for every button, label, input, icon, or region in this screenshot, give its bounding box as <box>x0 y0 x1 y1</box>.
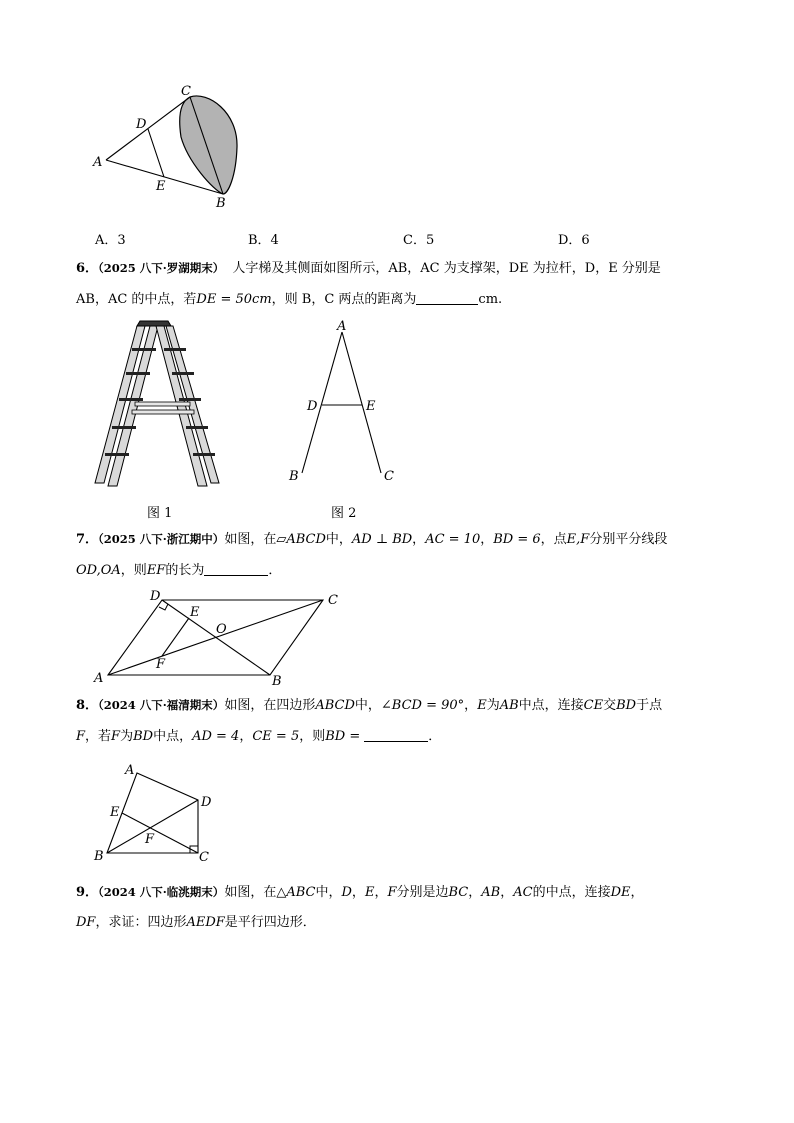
q8-text: 为 <box>486 698 500 713</box>
q8-math: ABCD <box>315 698 355 713</box>
q8-text: 如图，在四边形 <box>224 698 316 713</box>
q7-label-e: E <box>190 605 200 620</box>
q9-text: 中， <box>315 885 342 900</box>
q8-math: CE = 5 <box>252 729 300 744</box>
q9-source: （2024 八下·临洮期末） <box>98 885 225 899</box>
q9-math: BC <box>448 885 469 900</box>
q9-text: ， <box>500 885 514 900</box>
q6-label-e: E <box>366 399 376 414</box>
q5-figure <box>88 82 258 212</box>
q8-math: BD <box>616 698 637 713</box>
q8-label-f: F <box>145 832 155 847</box>
q7-math: ABCD <box>286 532 326 547</box>
q8-label-e: E <box>110 805 120 820</box>
q7-figure <box>90 586 350 688</box>
q8-text: ， <box>239 729 253 744</box>
q5-option-a: A．3 <box>95 233 126 248</box>
q8-math: F <box>76 729 86 744</box>
q8-text: 中点，连接 <box>518 698 584 713</box>
q9-math: AEDF <box>186 915 225 930</box>
q6-unit: cm. <box>478 292 503 307</box>
q7-label-b: B <box>272 674 282 688</box>
q6-label-c: C <box>384 469 394 484</box>
q6-label-a: A <box>337 319 347 334</box>
q7-source: （2025 八下·浙江期中） <box>98 532 225 546</box>
q8-text: ，则 <box>299 729 326 744</box>
q7-text: ． <box>268 563 282 578</box>
q5-label-d: D <box>136 117 147 132</box>
q8-label-a: A <box>125 763 135 778</box>
q7-math: EF <box>146 563 166 578</box>
q8-label-c: C <box>199 850 209 865</box>
q7-label-f: F <box>156 657 166 672</box>
q6-text-2b: ，则 B，C 两点的距离为 <box>271 292 417 307</box>
q8-number: 8． <box>76 698 99 713</box>
q6-fig2-caption: 图 2 <box>331 506 357 521</box>
q5-option-c: C．5 <box>403 233 435 248</box>
q9-math: E <box>364 885 375 900</box>
q7-text: 的长为 <box>165 563 205 578</box>
q9-number: 9． <box>76 885 99 900</box>
q8-math: F <box>111 729 121 744</box>
q9-math: DF <box>76 915 96 930</box>
q9-line-1 <box>76 883 644 902</box>
q9-text: 是平行四边形． <box>224 915 316 930</box>
q5-shaded-ellipse <box>180 96 237 194</box>
q9-math: DE <box>610 885 631 900</box>
q8-math: AB <box>499 698 519 713</box>
q6-line-1 <box>76 259 661 278</box>
q5-label-a: A <box>93 155 103 170</box>
q8-text: ，若 <box>85 729 112 744</box>
q8-text: 于点 <box>636 698 663 713</box>
q9-math: D <box>341 885 352 900</box>
q8-text: ， <box>464 698 478 713</box>
q8-label-d: D <box>201 795 212 810</box>
q7-math: E,F <box>566 532 590 547</box>
q6-number: 6． <box>76 261 99 276</box>
q7-answer-blank[interactable] <box>204 561 268 576</box>
q8-text: 中， <box>354 698 381 713</box>
q7-label-o: O <box>216 622 227 637</box>
q6-label-d: D <box>307 399 318 414</box>
q7-math: OD,OA <box>76 563 121 578</box>
q7-text: ， <box>480 532 494 547</box>
q9-text: ，求证：四边形 <box>95 915 187 930</box>
q8-text: 为 <box>120 729 134 744</box>
q7-math: AC = 10 <box>425 532 481 547</box>
q9-text: 分别是边 <box>396 885 449 900</box>
q7-line-1 <box>76 530 667 549</box>
q8-answer-blank[interactable] <box>364 727 428 742</box>
q5-label-e: E <box>156 179 166 194</box>
q6-text-1: 人字梯及其侧面如图所示，AB，AC 为支撑架，DE 为拉杆，D，E 分别是 <box>232 261 661 276</box>
q6-line-2 <box>76 290 502 309</box>
q9-text: ， <box>468 885 482 900</box>
q7-text: ， <box>412 532 426 547</box>
q7-label-c: C <box>328 593 338 608</box>
q6-answer-blank[interactable] <box>416 290 478 305</box>
q7-math: AD ⊥ BD <box>351 532 413 547</box>
q6-ladder-figure <box>90 318 225 490</box>
q6-label-b: B <box>289 469 299 484</box>
q7-label-a: A <box>94 671 104 686</box>
q9-math: AC <box>513 885 533 900</box>
q8-figure <box>90 760 220 865</box>
q9-text: ， <box>374 885 388 900</box>
q6-fig1-caption: 图 1 <box>147 506 173 521</box>
q5-option-d: D．6 <box>558 233 590 248</box>
q9-math: F <box>387 885 397 900</box>
q7-line-2 <box>76 561 281 580</box>
q7-text: 如图，在▱ <box>224 532 287 547</box>
q7-number: 7． <box>76 532 99 547</box>
q9-math: AB <box>481 885 501 900</box>
q6-aframe-figure <box>285 318 400 490</box>
q9-text: 的中点，连接 <box>532 885 611 900</box>
q8-label-b: B <box>94 849 104 864</box>
q5-label-b: B <box>216 196 226 211</box>
q9-text: 如图，在 <box>224 885 277 900</box>
q7-text: ，则 <box>120 563 147 578</box>
q8-math: AD = 4 <box>192 729 240 744</box>
q8-text: 交 <box>603 698 617 713</box>
q9-math: △ABC <box>276 885 316 900</box>
q9-text: ， <box>351 885 365 900</box>
q8-line-2 <box>76 727 441 746</box>
q8-line-1 <box>76 696 662 715</box>
q6-source: （2025 八下·罗湖期末） <box>98 261 225 275</box>
q8-text: ． <box>428 729 442 744</box>
q7-text: 中， <box>325 532 352 547</box>
q7-text: ，点 <box>540 532 567 547</box>
q9-line-2 <box>76 914 316 932</box>
q9-text: ， <box>630 885 644 900</box>
q8-math: BD = <box>325 729 361 744</box>
q8-math: CE <box>583 698 604 713</box>
q6-math: DE = 50cm <box>196 292 272 307</box>
q8-math: E <box>477 698 487 713</box>
q7-math: BD = 6 <box>493 532 541 547</box>
q7-label-d: D <box>150 589 161 604</box>
q5-label-c: C <box>181 84 191 99</box>
q7-text: 分别平分线段 <box>589 532 668 547</box>
q8-text: 中点， <box>153 729 193 744</box>
q6-text-2a: AB，AC 的中点，若 <box>76 292 197 307</box>
q8-math: BD <box>133 729 154 744</box>
q5-option-b: B．4 <box>248 233 279 248</box>
q8-math: ∠BCD = 90° <box>380 698 465 713</box>
q8-source: （2024 八下·福清期末） <box>98 698 225 712</box>
